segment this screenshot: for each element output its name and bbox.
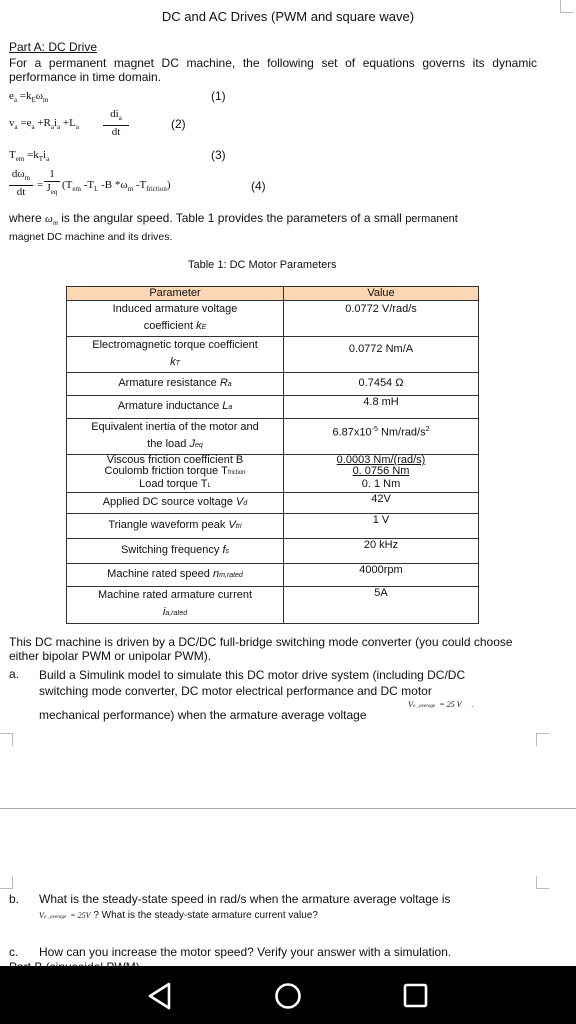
parameters-table: [66, 286, 479, 624]
item-c-text: How can you increase the motor speed? Verify your answer with a simulation.: [39, 945, 452, 959]
equation-number: (3): [211, 148, 226, 162]
table-caption: Table 1: DC Motor Parameters: [188, 259, 337, 271]
corner-mark: [0, 876, 13, 889]
table-cell-value: 42V: [284, 493, 479, 514]
equation-3: $T_{em} =k_Ti_a$: [9, 149, 50, 164]
recents-icon[interactable]: [402, 982, 430, 1010]
item-a-label: a.: [9, 667, 20, 681]
table-cell-parameter: Machine rated speed nm,rated: [67, 564, 284, 587]
equation-number: (4): [251, 179, 266, 193]
equation-number: (1): [211, 89, 226, 103]
corner-mark: [536, 733, 549, 746]
equation-4-rhs: ($T_{em}$ $-T_L$ -B $*\omega_m$ $-T_{friction}$): [62, 179, 171, 194]
table-cell-parameter: Equivalent inertia of the motor and the load Jeq: [67, 419, 284, 455]
table-header: Value: [284, 287, 479, 301]
where-text-continued: magnet DC machine and its drives.: [9, 231, 173, 243]
page-divider: [0, 808, 576, 809]
item-b-label: b.: [9, 892, 20, 906]
table-cell-parameter: Applied DC source voltage Vd: [67, 493, 284, 514]
table-cell-parameter: Electromagnetic torque coefficient kT: [67, 337, 284, 373]
back-icon[interactable]: [145, 981, 175, 1011]
equation-1: $e_a =k_E\omega_m$: [9, 90, 49, 105]
table-cell-parameter: Coulomb friction torque Tfriction: [67, 466, 284, 479]
table-cell-parameter: Viscous friction coefficient B: [67, 455, 284, 467]
item-a-text: Build a Simulink model to simulate this DC motor drive system (including DC/DC switching mode converter, DC motor electrical performance and DC motor: [39, 668, 466, 698]
table-cell-value: 4000rpm: [284, 564, 479, 587]
table-cell-value: 4.8 mH: [284, 396, 479, 419]
corner-mark: [536, 876, 549, 889]
table-cell-value: 0.7454 Ω: [284, 373, 479, 396]
equation-2-fraction: $di_a$ dt: [103, 108, 129, 139]
navigation-bar: [0, 966, 576, 1024]
table-cell-parameter: Induced armature voltage coefficient kE: [67, 301, 284, 337]
equation-4-lhs: $d\omega_m$ dt: [9, 168, 33, 199]
table-cell-parameter: Machine rated armature current ia,rated: [67, 587, 284, 624]
item-a-formula: Vo _average = 25 V .: [408, 700, 474, 709]
table-cell-parameter: Triangle waveform peak Vtri: [67, 514, 284, 539]
table-cell-parameter: Switching frequency fs: [67, 539, 284, 564]
table-cell-value: 0.0772 V/rad/s: [284, 301, 479, 337]
table-cell-value: 0. 0756 Nm: [284, 466, 479, 479]
item-c-label: c.: [9, 945, 19, 959]
where-text: where $\omega_m$ is the angular speed. Table 1 provides the parameters of a small permanent: [9, 211, 458, 228]
converter-paragraph: This DC machine is driven by a DC/DC full-bridge switching mode converter (you could choose either bipolar PWM or unipolar PWM).: [9, 635, 513, 663]
table-cell-value: 5A: [284, 587, 479, 624]
table-cell-value: 0.0003 Nm/(rad/s): [284, 455, 479, 467]
item-a-text-3: mechanical performance) when the armature average voltage: [39, 708, 367, 722]
equation-2: $v_a =e_a +R_ai_a +L_a$: [9, 117, 79, 132]
intro-paragraph: For a permanent magnet DC machine, the following set of equations governs its dynamic performance in time domain.: [9, 56, 537, 84]
table-cell-parameter: Armature resistance Ra: [67, 373, 284, 396]
section-heading: Part A: DC Drive: [9, 40, 98, 54]
table-cell-parameter: Armature inductance La: [67, 396, 284, 419]
table-cell-value: 20 kHz: [284, 539, 479, 564]
document-title: DC and AC Drives (PWM and square wave): [161, 9, 415, 24]
table-cell-parameter: Load torque TL: [67, 479, 284, 493]
equation-4-fraction: 1 $J_{eq}$: [44, 168, 60, 199]
corner-mark: [0, 733, 13, 746]
table-cell-value: 0. 1 Nm: [284, 479, 479, 493]
equation-4-equals: =: [37, 179, 44, 191]
item-b-text-2: Vo _average = 25V ? What is the steady-state armature current value?: [39, 910, 318, 921]
table-cell-value: 1 V: [284, 514, 479, 539]
item-b-text: What is the steady-state speed in rad/s when the armature average voltage is: [39, 892, 451, 906]
equation-number: (2): [171, 117, 186, 131]
table-header: Parameter: [67, 287, 284, 301]
home-icon[interactable]: [273, 981, 303, 1011]
table-cell-value: 0.0772 Nm/A: [284, 337, 479, 373]
table-cell-value: $6.87x10^{-5}$ $Nm/rad/s^2$: [284, 419, 479, 455]
